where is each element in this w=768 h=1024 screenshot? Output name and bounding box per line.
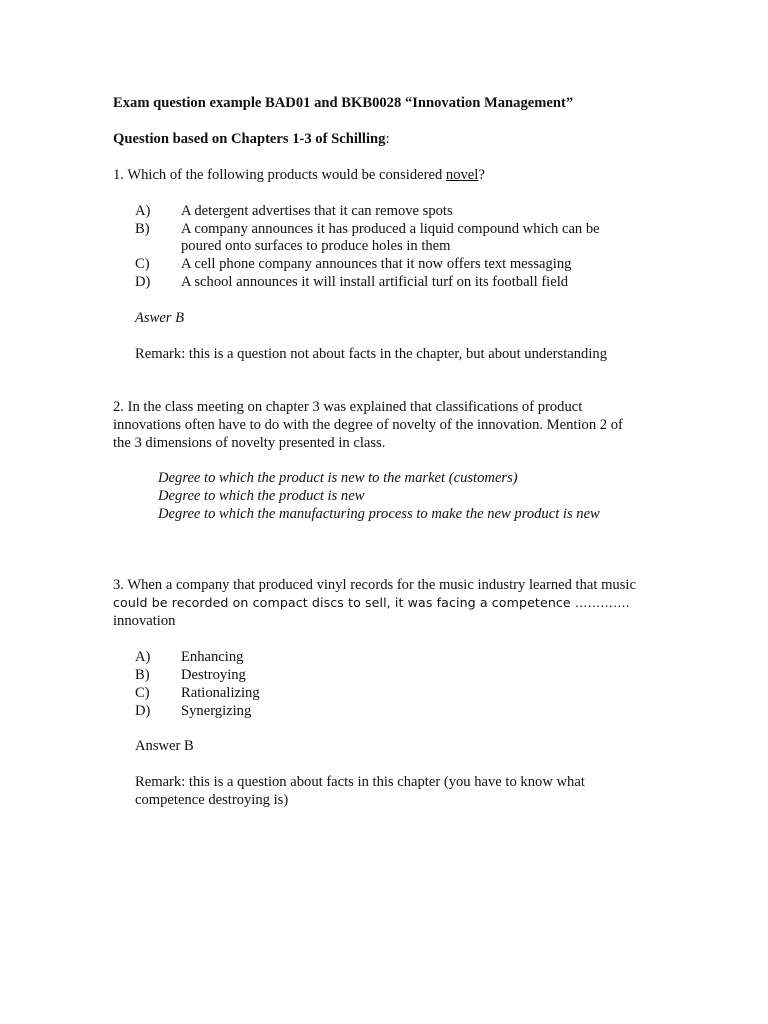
question-3-line-3: innovation xyxy=(113,613,176,629)
q3-option-c-text: Rationalizing xyxy=(181,685,260,701)
question-1-suffix: ? xyxy=(478,167,485,183)
q3-option-c-letter: C) xyxy=(135,685,150,701)
q1-option-a-text: A detergent advertises that it can remove spots xyxy=(181,203,453,219)
question-3-line-1: 3. When a company that produced vinyl records for the music industry learned that music xyxy=(113,577,636,593)
section-heading-colon: : xyxy=(385,131,390,147)
question-3-remark-line-2: competence destroying is) xyxy=(135,792,289,808)
q3-option-d-letter: D) xyxy=(135,703,151,719)
q1-option-b-text: A company announces it has produced a liquid compound which can be xyxy=(181,221,600,237)
q3-option-a-letter: A) xyxy=(135,649,151,665)
question-2-line-3: the 3 dimensions of novelty presented in class. xyxy=(113,435,386,451)
question-1-remark: Remark: this is a question not about facts in the chapter, but about understanding xyxy=(135,346,607,362)
q1-option-b-letter: B) xyxy=(135,221,150,237)
section-heading xyxy=(113,130,390,148)
document-title: Exam question example BAD01 and BKB0028 “Innovation Management” xyxy=(113,95,574,111)
question-2-line-1: 2. In the class meeting on chapter 3 was explained that classifications of product xyxy=(113,399,583,415)
question-1-underlined-word: novel xyxy=(445,167,479,183)
question-1-answer: Aswer B xyxy=(135,310,185,326)
question-2-answer-3: Degree to which the manufacturing process to make the new product is new xyxy=(158,506,600,522)
question-2-answer-1: Degree to which the product is new to the market (customers) xyxy=(158,470,518,486)
question-3-line-2: could be recorded on compact discs to sell, it was facing a competence …………. xyxy=(113,595,630,610)
question-1-prefix: 1. Which of the following products would be considered xyxy=(113,167,446,183)
question-3-answer: Answer B xyxy=(135,738,194,754)
q1-option-d-text: A school announces it will install artificial turf on its football field xyxy=(181,274,569,290)
q1-option-c-letter: C) xyxy=(135,256,150,272)
q3-option-a-text: Enhancing xyxy=(181,649,244,665)
q3-option-d-text: Synergizing xyxy=(181,703,252,719)
question-2-line-2: innovations often have to do with the degree of novelty of the innovation. Mention 2 of xyxy=(113,417,623,433)
question-3-remark-line-1: Remark: this is a question about facts in this chapter (you have to know what xyxy=(135,774,585,790)
q1-option-d-letter: D) xyxy=(135,274,151,290)
question-2-answer-2: Degree to which the product is new xyxy=(158,488,365,504)
q3-option-b-letter: B) xyxy=(135,667,150,683)
q1-option-b-text-continued: poured onto surfaces to produce holes in them xyxy=(181,238,451,254)
question-1-stem xyxy=(113,166,485,184)
q3-option-b-text: Destroying xyxy=(181,667,246,683)
q1-option-c-text: A cell phone company announces that it now offers text messaging xyxy=(181,256,572,272)
section-heading-text: Question based on Chapters 1-3 of Schilling xyxy=(113,131,386,147)
q1-option-a-letter: A) xyxy=(135,203,151,219)
